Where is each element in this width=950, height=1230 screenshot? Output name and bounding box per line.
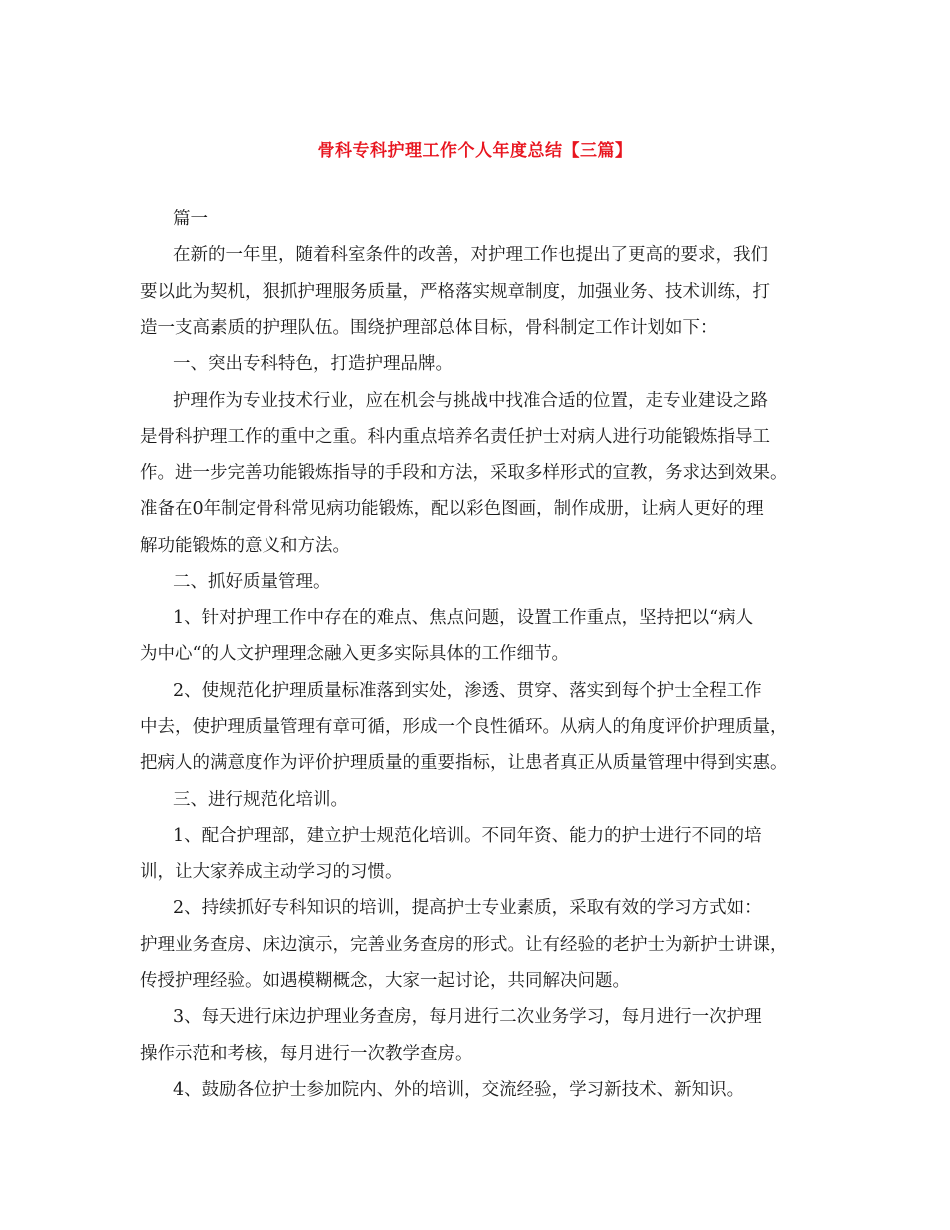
paragraph-line: 中去，使护理质量管理有章可循，形成一个良性循环。从病人的角度评价护理质量，: [140, 717, 788, 737]
paragraph-line: 4、鼓励各位护士参加院内、外的培训，交流经验，学习新技术、新知识。: [173, 1080, 745, 1100]
paragraph-line: 是骨科护理工作的重中之重。科内重点培养名责任护士对病人进行功能锻炼指导工: [140, 427, 770, 447]
section-heading-three: 三、进行规范化培训。: [173, 790, 348, 810]
paragraph-line: 护理业务查房、床边演示，完善业务查房的形式。让有经验的老护士为新护士讲课，: [140, 935, 788, 955]
paragraph-line: 把病人的满意度作为评价护理质量的重要指标，让患者真正从质量管理中得到实惠。: [140, 753, 788, 773]
section-heading-part-one: 篇一: [173, 209, 208, 229]
paragraph-line: 准备在0年制定骨科常见病功能锻炼，配以彩色图画，制作成册，让病人更好的理: [140, 499, 764, 519]
paragraph-line: 护理作为专业技术行业，应在机会与挑战中找准合适的位置，走专业建设之路: [173, 391, 768, 411]
paragraph-line: 造一支高素质的护理队伍。围绕护理部总体目标，骨科制定工作计划如下：: [140, 318, 718, 338]
paragraph-line: 要以此为契机，狠抓护理服务质量，严格落实规章制度，加强业务、技术训练，打: [140, 282, 770, 302]
document-title: 骨科专科护理工作个人年度总结【三篇】: [317, 141, 633, 161]
paragraph-line: 1、配合护理部，建立护士规范化培训。不同年资、能力的护士进行不同的培: [173, 826, 762, 846]
paragraph-line: 操作示范和考核，每月进行一次教学查房。: [140, 1044, 473, 1064]
paragraph-line: 训，让大家养成主动学习的习惯。: [140, 862, 403, 882]
paragraph-line: 传授护理经验。如遇模糊概念，大家一起讨论，共同解决问题。: [140, 971, 630, 991]
paragraph-line: 在新的一年里，随着科室条件的改善，对护理工作也提出了更高的要求，我们: [173, 245, 768, 265]
paragraph-line: 2、使规范化护理质量标准落到实处，渗透、贯穿、落实到每个护士全程工作: [173, 681, 762, 701]
paragraph-line: 2、持续抓好专科知识的培训，提高护士专业素质，采取有效的学习方式如：: [173, 898, 762, 918]
paragraph-line: 3、每天进行床边护理业务查房，每月进行二次业务学习，每月进行一次护理: [173, 1007, 762, 1027]
section-heading-one: 一、突出专科特色，打造护理品牌。: [173, 354, 453, 374]
paragraph-line: 为中心“的人文护理理念融入更多实际具体的工作细节。: [140, 644, 569, 664]
section-heading-two: 二、抓好质量管理。: [173, 572, 331, 592]
paragraph-line: 1、针对护理工作中存在的难点、焦点问题，设置工作重点，坚持把以“病人: [173, 608, 754, 628]
paragraph-line: 解功能锻炼的意义和方法。: [140, 536, 350, 556]
paragraph-line: 作。进一步完善功能锻炼指导的手段和方法，采取多样形式的宣教，务求达到效果。: [140, 463, 788, 483]
